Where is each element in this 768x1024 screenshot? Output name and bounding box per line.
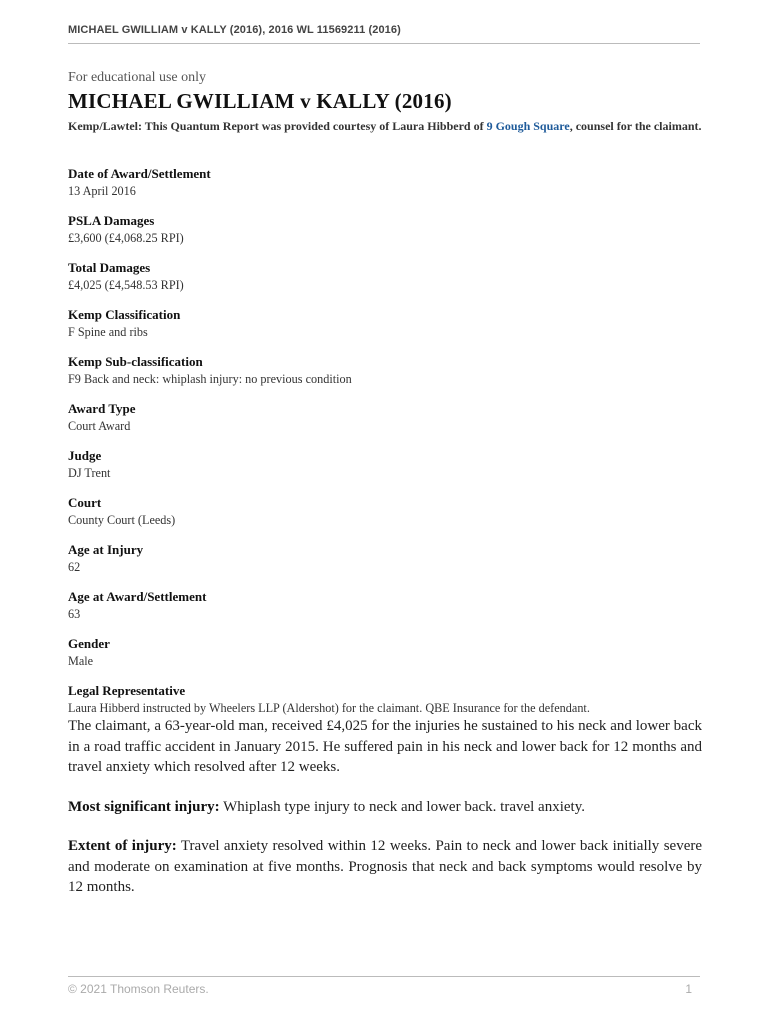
document-body — [68, 69, 702, 898]
field-total-damages — [68, 260, 702, 293]
field-gender — [68, 636, 702, 669]
field-label: Total Damages — [68, 260, 151, 275]
extent-label: Extent of injury: — [68, 838, 177, 854]
report-credit — [68, 118, 702, 134]
field-label: Gender — [68, 636, 110, 651]
field-value: Male — [68, 653, 94, 668]
credit-prefix: Kemp/Lawtel: This Quantum Report was provided courtesy of Laura Hibberd of — [68, 119, 487, 133]
most-significant-injury — [68, 797, 702, 818]
case-summary: The claimant, a 63-year-old man, received £4,025 for the injuries he sustained to his neck and lower back in a road traffic accident in January 2015. He suffered pain in his neck and lower back for 12 months and travel anxiety which resolved after 12 weeks. — [68, 718, 702, 775]
extent-of-injury — [68, 836, 702, 898]
page-number: 1 — [685, 982, 692, 996]
field-label: Age at Injury — [68, 542, 144, 557]
field-label: Award Type — [68, 401, 136, 416]
most-significant-label: Most significant injury: — [68, 798, 220, 815]
page-footer — [68, 982, 700, 996]
most-significant-text: Whiplash type injury to neck and lower back. travel anxiety. — [219, 798, 585, 815]
extent-text: Travel anxiety resolved within 12 weeks. Pain to neck and lower back initially severe and moderate on examination at five months. Prognosis that neck and back symptoms would resolve by 12 months. — [68, 838, 702, 895]
field-award-type — [68, 401, 702, 434]
chambers-link[interactable]: 9 Gough Square — [486, 119, 570, 133]
field-value: 13 April 2016 — [68, 183, 136, 198]
field-label: Age at Award/Settlement — [68, 589, 207, 604]
field-value: 63 — [68, 606, 81, 621]
field-age-at-award — [68, 589, 702, 622]
field-label: PSLA Damages — [68, 213, 155, 228]
field-value: Laura Hibberd instructed by Wheelers LLP (Aldershot) for the claimant. QBE Insurance for the defendant. — [68, 700, 590, 715]
case-fields — [68, 166, 702, 716]
field-label: Legal Representative — [68, 683, 186, 698]
field-psla-damages — [68, 213, 702, 246]
field-age-at-injury — [68, 542, 702, 575]
field-date-of-award — [68, 166, 702, 199]
field-value: £3,600 (£4,068.25 RPI) — [68, 230, 184, 245]
copyright: © 2021 Thomson Reuters. — [68, 982, 209, 996]
field-value: DJ Trent — [68, 465, 111, 480]
field-value: F9 Back and neck: whiplash injury: no previous condition — [68, 371, 352, 386]
field-value: £4,025 (£4,548.53 RPI) — [68, 277, 184, 292]
field-label: Date of Award/Settlement — [68, 166, 211, 181]
field-kemp-classification — [68, 307, 702, 340]
field-label: Court — [68, 495, 102, 510]
field-court — [68, 495, 702, 528]
field-value: F Spine and ribs — [68, 324, 148, 339]
footer-divider — [68, 976, 700, 977]
field-label: Judge — [68, 448, 102, 463]
field-legal-representative — [68, 683, 702, 716]
field-label: Kemp Sub-classification — [68, 354, 203, 369]
header-divider — [68, 43, 700, 44]
field-value: County Court (Leeds) — [68, 512, 176, 527]
educational-notice: For educational use only — [68, 70, 207, 85]
field-value: 62 — [68, 559, 81, 574]
field-judge — [68, 448, 702, 481]
case-title: MICHAEL GWILLIAM v KALLY (2016) — [68, 89, 452, 113]
field-kemp-sub-classification — [68, 354, 702, 387]
field-value: Court Award — [68, 418, 131, 433]
credit-suffix: , counsel for the claimant. — [569, 119, 702, 133]
running-head: MICHAEL GWILLIAM v KALLY (2016), 2016 WL 11569211 (2016) — [68, 24, 401, 36]
field-label: Kemp Classification — [68, 307, 181, 322]
